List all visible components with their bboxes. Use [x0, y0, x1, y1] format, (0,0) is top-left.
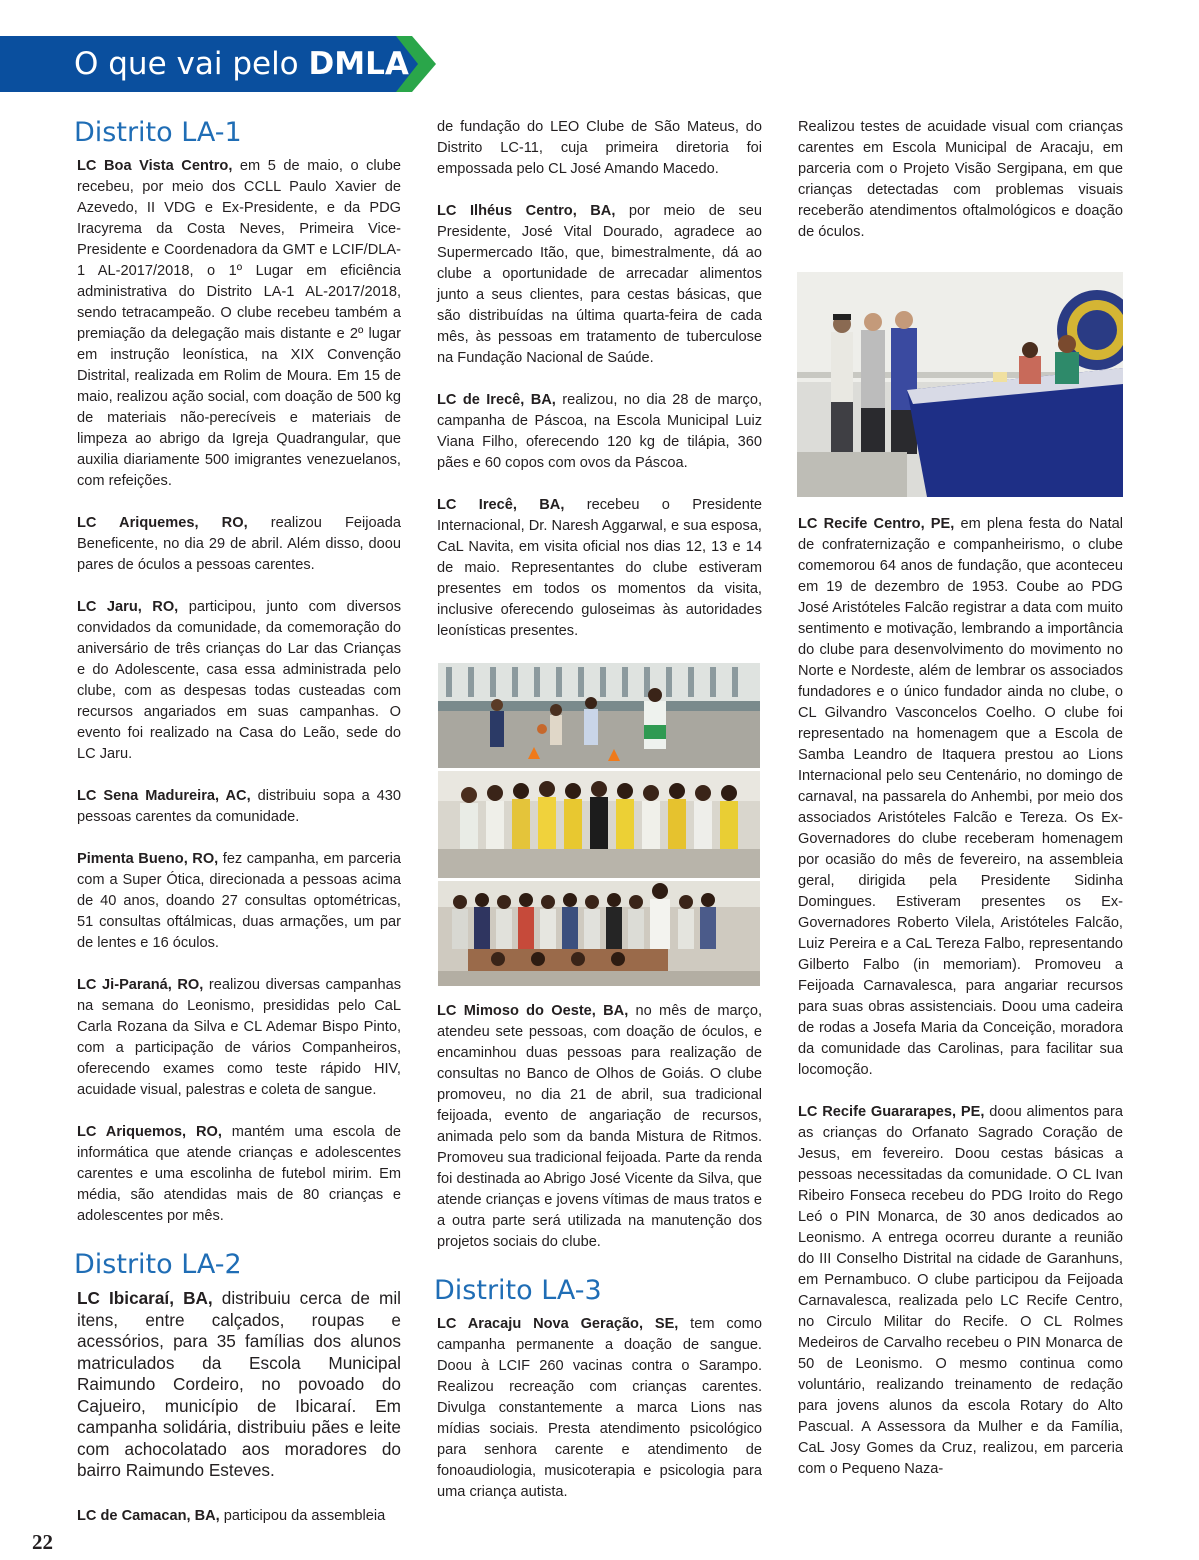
column-2-lower — [434, 1001, 763, 1524]
article-paragraph — [437, 1314, 762, 1503]
district-heading-la3: Distrito LA-3 — [434, 1275, 602, 1306]
paragraph-text: mantém uma escola de informática que atende crianças e adolescentes carentes e uma escolinha de futebol mirim. Em média, são atendidas mais de 80 crianças e adolescentes por mês. — [77, 1124, 401, 1224]
paragraph-text: realizou diversas campanhas na semana do Leonismo, presididas pelo CaL Carla Rozana da Silva e CL Ademar Bispo Pinto, com a participação de vários Companheiros, oferecendo exames como teste rápido HIV, acuidade visual, palestras e coleta de sangue. — [77, 977, 401, 1098]
club-name: LC Ilhéus Centro, BA, — [437, 203, 616, 219]
article-paragraph — [77, 1506, 401, 1527]
club-name: LC Irecê, BA, — [437, 497, 565, 513]
paragraph-text: participou da assembleia — [219, 1507, 386, 1524]
club-meeting-photo — [797, 272, 1123, 497]
column-2-paragraphs-after-photo — [437, 1001, 762, 1253]
section-banner — [0, 36, 436, 92]
column-2 — [437, 117, 762, 663]
article-paragraph — [77, 597, 401, 765]
basketball-photo-image — [438, 663, 760, 986]
article-paragraph — [77, 1288, 401, 1482]
article-paragraph — [798, 514, 1123, 1081]
paragraph-text: de fundação do LEO Clube de São Mateus, do Distrito LC-11, cuja primeira diretoria foi empossada pelo CL José Amando Macedo. — [437, 119, 762, 177]
club-name: LC Mimoso do Oeste, BA, — [437, 1003, 629, 1019]
district-heading-la2: Distrito LA-2 — [74, 1249, 242, 1280]
club-name: LC Ibicaraí, BA, — [77, 1288, 213, 1308]
column-3-paragraphs — [798, 117, 1123, 243]
club-meeting-photo-image — [797, 272, 1123, 497]
district-heading-la1: Distrito LA-1 — [74, 117, 242, 148]
paragraph-text: em plena festa do Natal de confraternização e companheirismo, o clube comemorou 64 anos de fundação, que aconteceu em 19 de dezembro de 1953. Coube ao PDG José Aristóteles Falcão registrar a data com muito sentimento e motivação, lembrando a importância do clube para desenvolvimento do movimento no Norte e Nordeste, além de lembrar os associados fundadores e o único fundador ainda no clube, o CL Gilvandro Vasconcelos Coelho. O clube foi representado na homenagem que a Escola de Samba Leandro de Itaquera prestou ao Lions Internacional pelo seu Centenário, no domingo de carnaval, na passarela do Anhembi, por meio dos associados Aristóteles Falcão e Tereza. Os Ex-Governadores do clube receberam homenagem por ocasião do mês de fevereiro, na assembleia geral, dirigida pela Presidente Sidinha Domingues. Estiveram presentes os Ex-Governadores Roberto Vilela, Aristóteles Falcão, Luiz Pereira e a CaL Tereza Falbo, representando Gilberto Falbo (in memoriam). Promoveu a Feijoada Carnavalesca, para angariar recursos para suas obras assistenciais. Doou uma cadeira de rodas a Josefa Maria da Conceição, moradora da comunidade das Carolinas, para facilitar sua locomoção. — [798, 516, 1123, 1078]
article-paragraph — [437, 117, 762, 180]
club-name: LC Ji-Paraná, RO, — [77, 977, 204, 993]
club-name: LC Sena Madureira, AC, — [77, 788, 251, 804]
paragraph-text: distribuiu cerca de mil itens, entre calçados, roupas e acessórios, para 35 famílias dos alunos matriculados da Escola Municipal Raimundo Cordeiro, no povoado do Cajueiro, município de Ibicaraí. Em campanha solidária, distribuiu pães e leite com achocolatado aos moradores do bairro Raimundo Esteves. — [77, 1288, 401, 1480]
paragraph-text: recebeu o Presidente Internacional, Dr. Naresh Aggarwal, e sua esposa, CaL Navita, em visita oficial nos dias 12, 13 e 14 de maio. Representantes do clube estiveram presentes em todos os momentos da visita, inclusive oferecendo guloseimas às autoridades leonísticas presentes. — [437, 497, 762, 639]
club-name: LC Boa Vista Centro, — [77, 158, 233, 174]
column-3-lower — [798, 514, 1123, 1501]
column-2-paragraphs-la3 — [437, 1314, 762, 1503]
article-paragraph — [77, 849, 401, 954]
club-name: LC Recife Centro, PE, — [798, 516, 955, 532]
column-1 — [74, 116, 402, 1548]
section-title: O que vai pelo DMLA — [74, 46, 409, 82]
article-paragraph — [798, 117, 1123, 243]
club-name: LC Aracaju Nova Geração, SE, — [437, 1316, 679, 1332]
column-1-paragraphs-la2 — [77, 1288, 401, 1527]
column-2-paragraphs — [437, 117, 762, 642]
paragraph-text: distribuiu sopa a 430 pessoas carentes da comunidade. — [77, 788, 401, 825]
column-3 — [798, 117, 1123, 264]
paragraph-text: realizou, no dia 28 de março, campanha de Páscoa, na Escola Municipal Luiz Viana Filho, oferecendo 120 kg de tilápia, 360 pães e 60 copos com ovos da Páscoa. — [437, 392, 762, 471]
club-name: LC Jaru, RO, — [77, 599, 179, 615]
column-1-paragraphs — [77, 156, 401, 1227]
club-name: LC de Camacan, BA, — [77, 1507, 220, 1524]
paragraph-text: por meio de seu Presidente, José Vital Dourado, agradece ao Supermercado Itão, que, bimestralmente, dá ao clube a oportunidade de arrecadar alimentos junto a seus clientes, para cestas básicas, que são distribuídas na última quarta-feira de cada mês, às pessoas em tratamento de tuberculose na Fundação Nacional de Saúde. — [437, 203, 762, 366]
paragraph-text: no mês de março, atendeu sete pessoas, com doação de óculos, e encaminhou duas pessoas para realização de consultas no Banco de Olhos de Goiás. O clube promoveu, no dia 21 de abril, sua tradicional feijoada, evento de angariação de recursos, animada pelo som da banda Mistura de Ritmos. Promoveu sua tradicional feijoada. Parte da renda foi destinada ao Abrigo José Vicente da Silva, que atende crianças e jovens vítimas de maus tratos e a outra parte será utilizada na manutenção dos projetos sociais do clube. — [437, 1003, 762, 1250]
paragraph-text: em 5 de maio, o clube recebeu, por meio dos CCLL Paulo Xavier de Azevedo, II VDG e Ex-Presidente, e da PDG Iracyrema da Costa Neves, Primeira Vice-Presidente e Coordenadora da GMT e LCIF/DLA-1 AL-2017/2018, o 1º Lugar em eficiência administrativa do Distrito LA-1 AL-2017/2018, sendo tetracampeão. O clube recebeu também a premiação da delegação mais distante e 2º lugar em instrução leonística, na XIX Convenção Distrital, realizada em Rolim de Moura. Em 15 de maio, realizou ação social, com doação de 500 kg de materiais não-perecíveis e materiais de limpeza ao abrigo da Igreja Quadrangular, que auxilia diariamente 500 imigrantes venezuelanos, com refeições. — [77, 158, 401, 489]
article-paragraph — [77, 156, 401, 492]
article-paragraph — [437, 1001, 762, 1253]
article-paragraph — [77, 786, 401, 828]
club-name: Pimenta Bueno, RO, — [77, 851, 219, 867]
article-paragraph — [77, 1122, 401, 1227]
article-paragraph — [437, 495, 762, 642]
article-paragraph — [437, 390, 762, 474]
paragraph-text: fez campanha, em parceria com a Super Ótica, direcionada a pessoas acima de 40 anos, doando 27 consultas optométricas, 51 consultas oftálmicas, duas armações, um par de lentes e 16 óculos. — [77, 851, 402, 951]
article-paragraph — [437, 201, 762, 369]
paragraph-text: participou, junto com diversos convidados da comunidade, da comemoração do aniversário de três crianças do Lar das Crianças e do Adolescente, casa essa administrada pelo clube, com as despesas todas custeadas com recursos angariados em suas campanhas. O evento foi realizado na Casa do Leão, sede do LC Jaru. — [77, 599, 402, 762]
paragraph-text: tem como campanha permanente a doação de sangue. Doou à LCIF 260 vacinas contra o Sarampo. Realizou recreação com crianças carentes. Divulga constantemente a marca Lions nas mídias sociais. Presta atendimento psicológico para senhora carente e atendimento de fonoaudiologia, musicoterapia e psicologia para uma criança autista. — [437, 1316, 763, 1500]
basketball-team-photo-collage — [438, 663, 760, 986]
club-name: LC de Irecê, BA, — [437, 392, 556, 408]
paragraph-text: realizou Feijoada Beneficente, no dia 29 de abril. Além disso, doou pares de óculos a pessoas carentes. — [77, 515, 401, 573]
article-paragraph — [77, 513, 401, 576]
article-paragraph — [798, 1102, 1123, 1480]
page-number: 22 — [32, 1530, 53, 1554]
club-name: LC Recife Guararapes, PE, — [798, 1104, 985, 1120]
column-3-paragraphs-after-photo — [798, 514, 1123, 1480]
article-paragraph — [77, 975, 401, 1101]
paragraph-text: Realizou testes de acuidade visual com crianças carentes em Escola Municipal de Aracaju, em parceria com o Projeto Visão Sergipana, em que crianças detectadas com problemas visuais receberão atendimentos oftalmológicos e doação de óculos. — [798, 119, 1123, 240]
club-name: LC Ariquemes, RO, — [77, 515, 248, 531]
club-name: LC Ariquemos, RO, — [77, 1124, 222, 1140]
paragraph-text: doou alimentos para as crianças do Orfanato Sagrado Coração de Jesus, em fevereiro. Doou cestas básicas a pessoas necessitadas da comunidade. O CL Ivan Ribeiro Fonseca recebeu do PDG Iroito do Rego Leó o PIN Monarca, de 30 anos dedicados ao Leonismo. A entrega ocorreu durante a reunião do III Conselho Distrital na cidade de Garanhuns, em Pernambuco. O clube participou da Feijoada Carnavalesca, realizada pelo LC Recife Centro, no Circulo Militar do Recife. O CL Rolmes Medeiros de Carvalho recebeu o PIN Monarca de 50 de Leonismo. O mesmo continua como voluntário, realizando treinamento de redação para jovens alunos da escola Rotary do Alto Pascual. A Assessora da Mulher e da Família, CaL Josy Gomes da Cruz, realizou, em parceria com o Pequeno Naza- — [798, 1104, 1124, 1477]
